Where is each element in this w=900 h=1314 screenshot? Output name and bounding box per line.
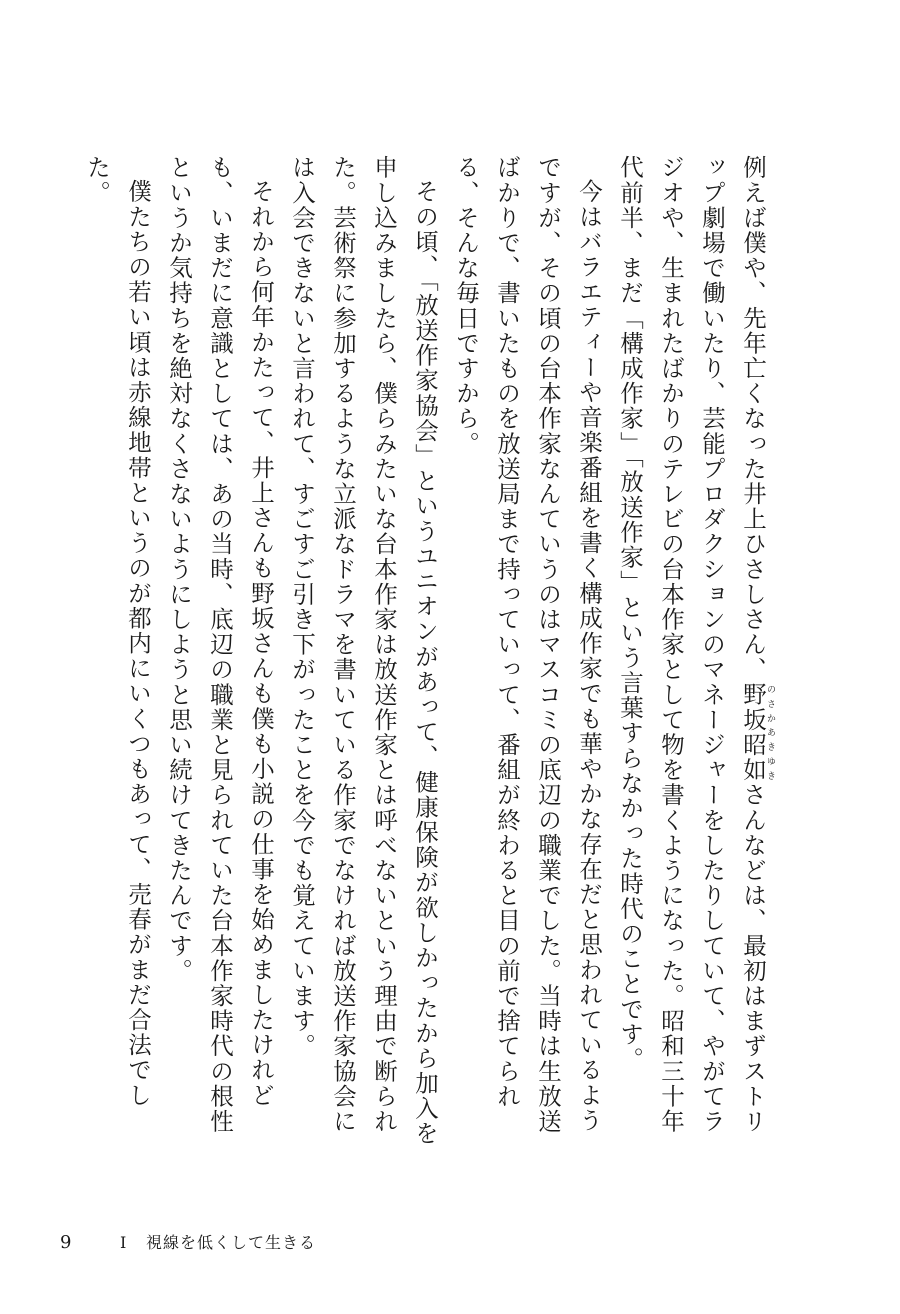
page-number: 9 — [60, 1232, 72, 1253]
vertical-text-body — [83, 155, 775, 1155]
part-numeral: I — [120, 1233, 127, 1252]
paragraph-3: その頃、「放送作家協会」というユニオンがあって、健康保険が欲しかったから加入を申し込みましたら、僕らみたいな台本作家は放送作家とは呼べないという理由で断られた。芸術祭に参加するような立派なドラマを書いている作家でなければ放送作家協会には入会できないと言われて、すごすご引き下がったことを今でも覚えています。 — [288, 155, 439, 1146]
paragraph-1 — [609, 155, 775, 1155]
ruby-reading: のさかあきゆき — [765, 682, 775, 783]
paragraph-1-before-ruby: 例えば僕や、先年亡くなった井上ひさしさん、 — [739, 155, 767, 683]
ruby-nosaka-akiyuki — [739, 682, 775, 783]
paragraph-1-after-ruby: さんなどは、最初はまずストリップ劇場で働いたり、芸能プロダクションのマネージャーをしたりしていて、やがてラジオや、生まれたばかりのテレビの台本作家として物を書くようになった。昭和三十年代前半、まだ「構成作家」「放送作家」という言葉すらなかった時代のことです。 — [616, 155, 767, 1134]
paragraph-4: それから何年かたって、井上さんも野坂さんも僕も小説の仕事を始めましたけれども、いまだに意識としては、あの当時、底辺の職業と見られていた台本作家時代の根性というか気持ちを絶対なくさないようにしようと思い続けてきたんです。 — [165, 155, 275, 1134]
page-footer — [60, 1228, 460, 1258]
ruby-base: 野坂昭如 — [739, 682, 767, 783]
paragraph-5: 僕たちの若い頃は赤線地帯というのが都内にいくつもあって、売春がまだ合法でした。 — [83, 155, 152, 1108]
paragraph-2: 今はバラエティーや音楽番組を書く構成作家でも華やかな存在だと思われているようですが、その頃の台本作家なんていうのはマスコミの底辺の職業でした。当時は生放送ばかりで、書いたものを放送局まで持っていって、番組が終わると目の前で捨てられる、そんな毎日ですから。 — [452, 155, 603, 1134]
chapter-title: 視線を低くして生きる — [146, 1233, 317, 1252]
